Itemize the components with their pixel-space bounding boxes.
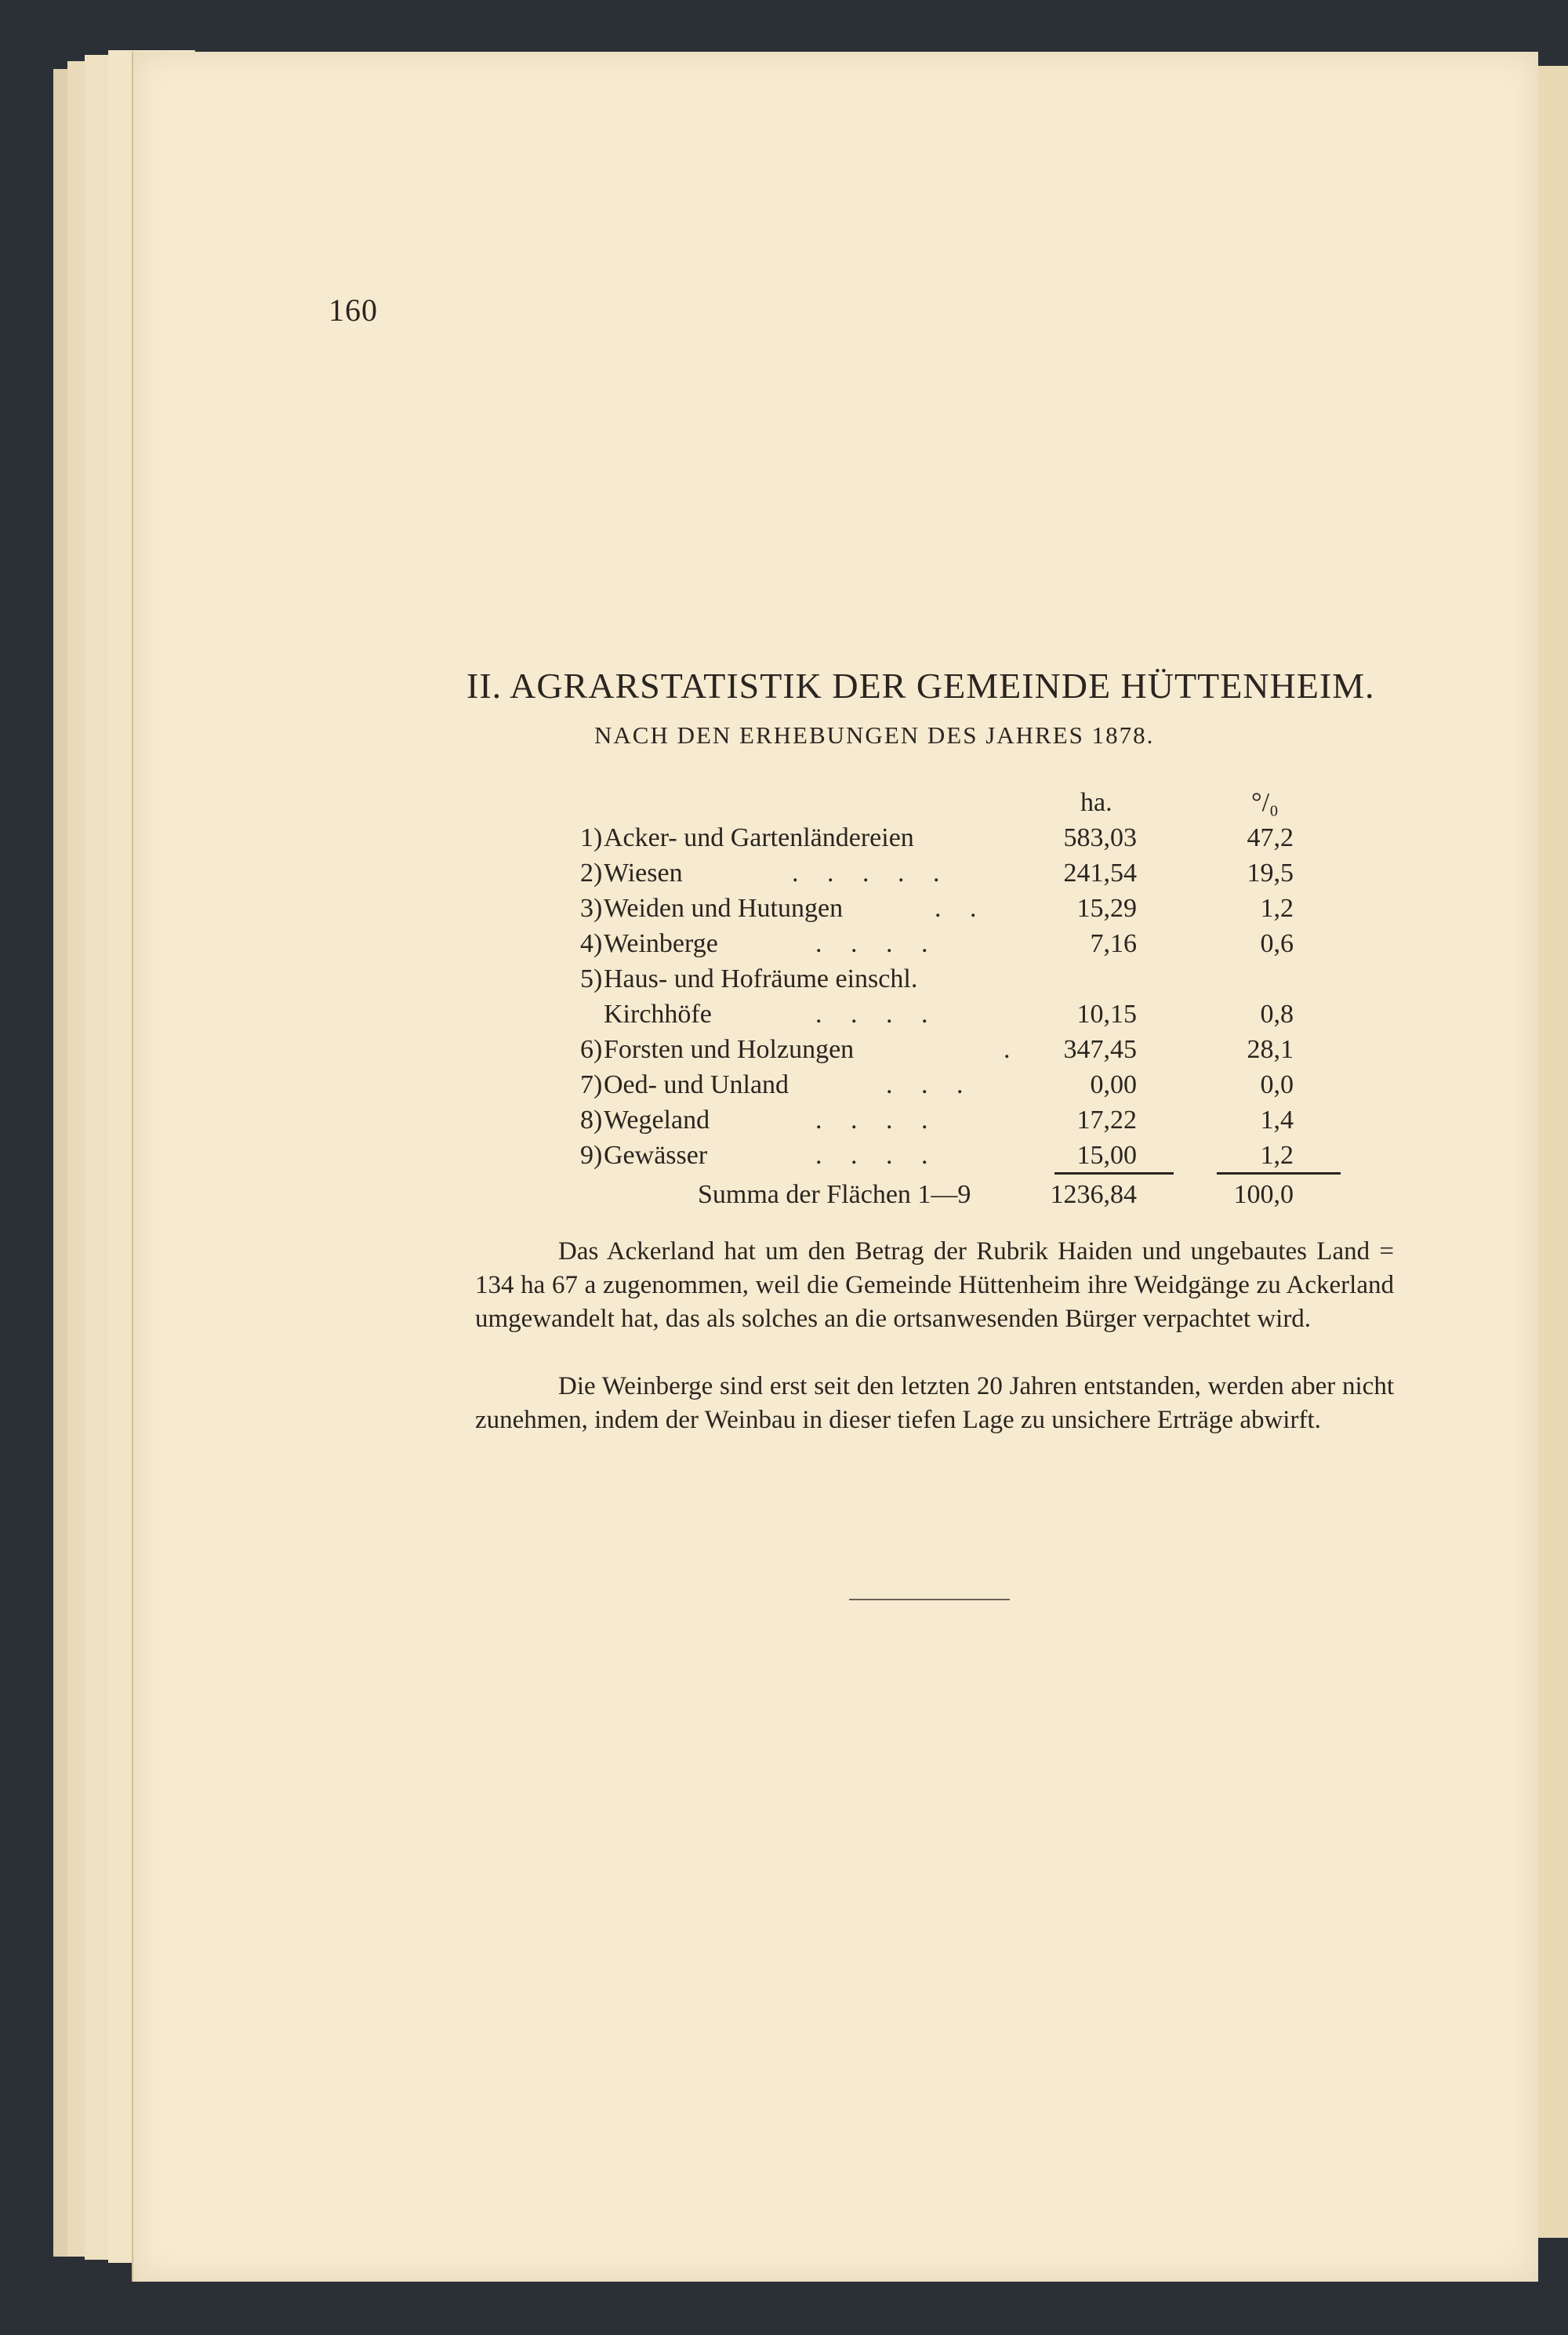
row-label: Oed- und Unland — [604, 1070, 789, 1099]
row-percent: 47,2 — [1247, 823, 1294, 852]
row-number: 9) — [580, 1141, 603, 1170]
paragraph-weinberge: Die Weinberge sind erst seit den letzten 20 Jahren entstanden, werden aber nicht zunehmen, indem der Weinbau in dieser tiefen Lage zu unsichere Erträge abwirft. — [475, 1372, 1394, 1434]
sum-rule-hectares — [1054, 1172, 1174, 1175]
row-number: 5) — [580, 964, 603, 993]
sum-label: Summa der Flächen 1—9 — [698, 1180, 971, 1209]
table-row — [580, 1106, 1348, 1141]
table-row — [580, 859, 1348, 894]
row-percent: 19,5 — [1247, 859, 1294, 888]
row-label: Wiesen — [604, 859, 683, 888]
column-header-ha: ha. — [1080, 788, 1112, 817]
row-hectares: 7,16 — [1090, 929, 1137, 958]
row-hectares: 10,15 — [1076, 1000, 1137, 1029]
land-statistics-table — [580, 788, 1348, 1176]
table-row — [580, 1141, 1348, 1176]
row-percent: 0,6 — [1260, 929, 1294, 958]
row-label: Forsten und Holzungen — [604, 1035, 855, 1064]
leader-dots: . . — [935, 894, 988, 923]
row-percent: 0,8 — [1260, 1000, 1294, 1029]
row-hectares: 15,00 — [1076, 1141, 1137, 1170]
row-hectares: 15,29 — [1076, 894, 1137, 923]
column-header-percent: °/₀ — [1251, 788, 1279, 817]
table-row — [580, 1035, 1348, 1070]
leader-dots: . . . . — [815, 929, 939, 958]
table-row — [580, 823, 1348, 859]
row-number: 3) — [580, 894, 603, 923]
paragraph-ackerland: Das Ackerland hat um den Betrag der Rubrik Haiden und ungebautes Land = 134 ha 67 a zugenommen, weil die Gemeinde Hüttenheim ihre Weidgänge zu Ackerland umgewandelt hat, das als solches an die ortsanwesenden Bürger verpachtet wird. — [475, 1237, 1394, 1333]
section-heading: II. AGRARSTATISTIK DER GEMEINDE HÜTTENHEIM. — [466, 666, 1375, 706]
row-label: Wegeland — [604, 1106, 710, 1135]
row-hectares: 0,00 — [1090, 1070, 1137, 1099]
table-row — [580, 1070, 1348, 1106]
row-number: 8) — [580, 1106, 603, 1135]
row-number: 2) — [580, 859, 603, 888]
leader-dots: . . . . — [815, 1106, 939, 1135]
row-label: Acker- und Gartenländereien — [604, 823, 914, 852]
row-hectares: 241,54 — [1063, 859, 1137, 888]
row-number: 1) — [580, 823, 603, 852]
row-hectares: 17,22 — [1076, 1106, 1137, 1135]
table-row — [580, 929, 1348, 964]
row-number: 6) — [580, 1035, 603, 1064]
sum-percent: 100,0 — [1233, 1180, 1294, 1209]
row-number: 4) — [580, 929, 603, 958]
leader-dots: . — [1004, 1035, 1022, 1064]
sum-rule-percent — [1217, 1172, 1341, 1175]
table-header — [580, 788, 1348, 823]
leader-dots: . . . . — [815, 1141, 939, 1170]
table-sum-row — [580, 1180, 1348, 1215]
row-percent: 1,2 — [1260, 894, 1294, 923]
row-hectares: 347,45 — [1063, 1035, 1137, 1064]
row-number: 7) — [580, 1070, 603, 1099]
row-label: Kirchhöfe — [604, 1000, 712, 1029]
closing-rule — [849, 1599, 1010, 1600]
row-percent: 1,2 — [1260, 1141, 1294, 1170]
table-row — [580, 1000, 1348, 1035]
page-number: 160 — [328, 292, 378, 328]
row-label: Weiden und Hutungen — [604, 894, 844, 923]
leader-dots: . . . . — [815, 1000, 939, 1029]
row-percent: 1,4 — [1260, 1106, 1294, 1135]
leader-dots: . . . — [886, 1070, 975, 1099]
leader-dots: . . . . . — [792, 859, 951, 888]
table-row — [580, 894, 1348, 929]
row-percent: 0,0 — [1260, 1070, 1294, 1099]
row-hectares: 583,03 — [1063, 823, 1137, 852]
section-subheading: NACH DEN ERHEBUNGEN DES JAHRES 1878. — [594, 721, 1155, 749]
row-label: Gewässer — [604, 1141, 708, 1170]
row-label: Weinberge — [604, 929, 718, 958]
table-row — [580, 964, 1348, 1000]
row-percent: 28,1 — [1247, 1035, 1294, 1064]
sum-hectares: 1236,84 — [1050, 1180, 1137, 1209]
row-label: Haus- und Hofräume einschl. — [604, 964, 918, 993]
